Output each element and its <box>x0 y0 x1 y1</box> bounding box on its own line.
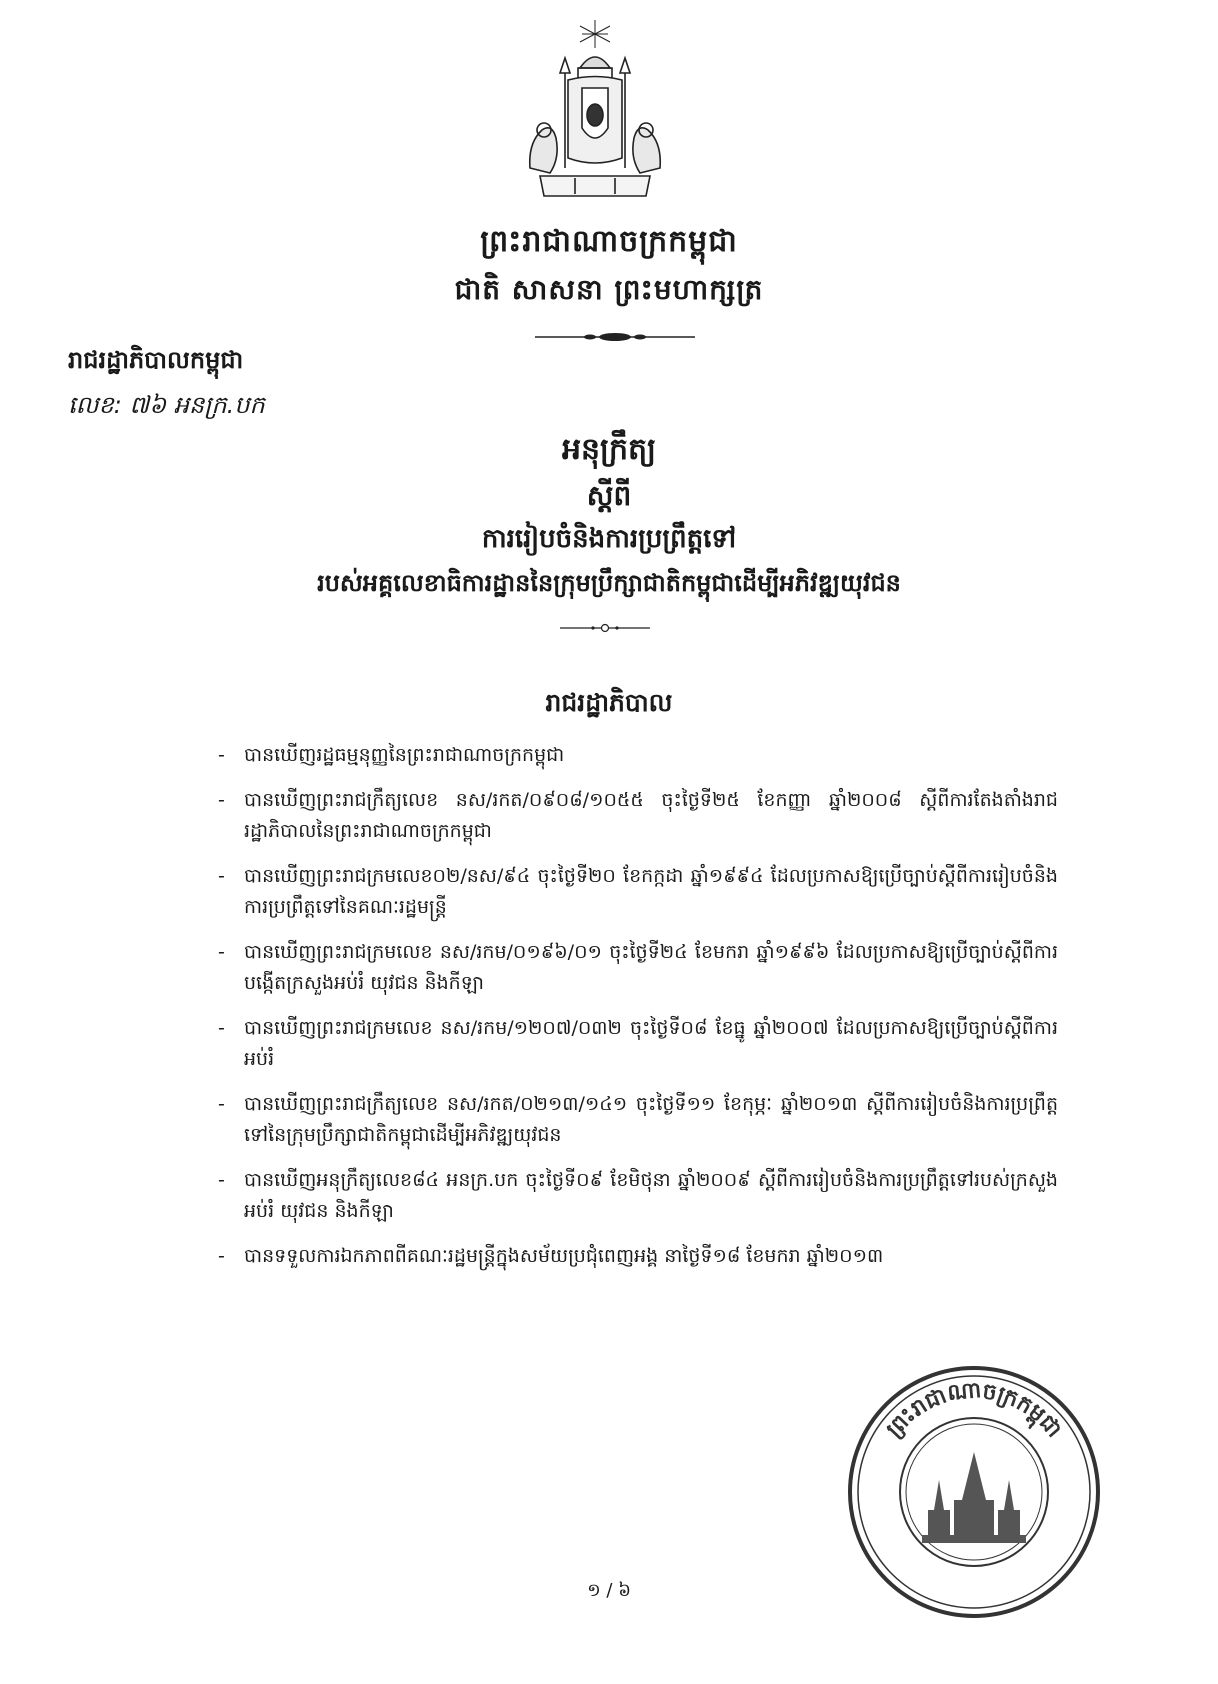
list-item: - បានឃើញអនុក្រឹត្យលេខ៨៤ អនក្រ.បក ចុះថ្ងៃទី០៩ ខែមិថុនា ឆ្នាំ២០០៩ ស្តីពីការរៀបចំនិងការប្រព្រឹត្តទៅរបស់ក្រសួងអប់រំ យុវជន និងកីឡា <box>218 1169 1058 1222</box>
national-motto-nation-religion-king: ជាតិ សាសនា ព្រះមហាក្សត្រ <box>454 273 764 306</box>
section-heading-government: រាជរដ្ឋាភិបាល <box>545 688 673 717</box>
title-subject-body: របស់អគ្គលេខាធិការដ្ឋាននៃក្រុមប្រឹក្សាជាតិកម្ពុជាដើម្បីអភិវឌ្ឍយុវជន <box>317 569 901 597</box>
reference-text: បានឃើញព្រះរាជក្រឹត្យលេខ នស/រកត/០៩០៨/១០៥៥ ចុះថ្ងៃទី២៥ ខែកញ្ញា ឆ្នាំ២០០៨ ស្តីពីការតែងតាំងរាជរដ្ឋាភិបាលនៃព្រះរាជាណាចក្រកម្ពុជា <box>244 789 1058 842</box>
title-subject: ការរៀបចំនិងការប្រព្រឹត្តទៅ <box>481 524 737 554</box>
national-motto-kingdom: ព្រះរាជាណាចក្រកម្ពុជា <box>480 224 738 259</box>
divider-ornament-icon <box>560 622 650 634</box>
divider-ornament-icon <box>535 330 695 344</box>
list-item: - បានទទួលការឯកភាពពីគណៈរដ្ឋមន្ត្រីក្នុងសម័យប្រជុំពេញអង្គ នាថ្ងៃទី១៨ ខែមករា ឆ្នាំ២០១៣ <box>218 1245 884 1267</box>
list-item: - បានឃើញព្រះរាជក្រមលេខ នស/រកម/១២០៧/០៣២ ចុះថ្ងៃទី០៨ ខែធ្នូ ឆ្នាំ២០០៧ ដែលប្រកាសឱ្យប្រើច្បាប់ស្តីពីការអប់រំ <box>218 1017 1058 1070</box>
reference-text: បានឃើញព្រះរាជក្រឹត្យលេខ នស/រកត/០២១៣/១៤១ ចុះថ្ងៃទី១១ ខែកុម្ភៈ ឆ្នាំ២០១៣ ស្តីពីការរៀបចំនិងការប្រព្រឹត្តទៅនៃក្រុមប្រឹក្សាជាតិកម្ពុជាដើម្បីអភិវឌ្ឍយុវជន <box>244 1093 1058 1146</box>
reference-text: បានឃើញព្រះរាជក្រមលេខ០២/នស/៩៤ ចុះថ្ងៃទី២០ ខែកក្កដា ឆ្នាំ១៩៩៤ ដែលប្រកាសឱ្យប្រើច្បាប់ស្តីពីការរៀបចំនិងការប្រព្រឹត្តទៅនៃគណៈរដ្ឋមន្ត្រី <box>244 865 1058 918</box>
page-number: ១ / ៦ <box>587 1580 631 1601</box>
issuing-authority: រាជរដ្ឋាភិបាលកម្ពុជា <box>68 346 244 374</box>
list-item: - បានឃើញព្រះរាជក្រឹត្យលេខ នស/រកត/០២១៣/១៤១ ចុះថ្ងៃទី១១ ខែកុម្ភៈ ឆ្នាំ២០១៣ ស្តីពីការរៀបចំនិងការប្រព្រឹត្តទៅនៃក្រុមប្រឹក្សាជាតិកម្ពុជាដើម្បីអភិវឌ្ឍយុវជន <box>218 1093 1058 1146</box>
list-item: - បានឃើញព្រះរាជក្រឹត្យលេខ នស/រកត/០៩០៨/១០៥៥ ចុះថ្ងៃទី២៥ ខែកញ្ញា ឆ្នាំ២០០៨ ស្តីពីការតែងតាំងរាជរដ្ឋាភិបាលនៃព្រះរាជាណាចក្រកម្ពុជា <box>218 789 1058 842</box>
reference-text: បានទទួលការឯកភាពពីគណៈរដ្ឋមន្ត្រីក្នុងសម័យប្រជុំពេញអង្គ នាថ្ងៃទី១៨ ខែមករា ឆ្នាំ២០១៣ <box>244 1245 884 1267</box>
royal-coat-of-arms-icon <box>520 18 670 208</box>
title-about: ស្តីពី <box>586 479 632 512</box>
list-item: - បានឃើញព្រះរាជក្រមលេខ នស/រកម/០១៩៦/០១ ចុះថ្ងៃទី២៤ ខែមករា ឆ្នាំ១៩៩៦ ដែលប្រកាសឱ្យប្រើច្បាប់ស្តីពីការបង្កើតក្រសួងអប់រំ យុវជន និងកីឡា <box>218 941 1058 994</box>
reference-text: បានឃើញរដ្ឋធម្មនុញ្ញនៃព្រះរាជាណាចក្រកម្ពុជា <box>244 744 565 766</box>
document-number: លេខ: ៧៦ អនក្រ.បក <box>68 391 265 419</box>
reference-text: បានឃើញព្រះរាជក្រមលេខ នស/រកម/១២០៧/០៣២ ចុះថ្ងៃទី០៨ ខែធ្នូ ឆ្នាំ២០០៧ ដែលប្រកាសឱ្យប្រើច្បាប់ស្តីពីការអប់រំ <box>244 1017 1058 1070</box>
reference-text: បានឃើញអនុក្រឹត្យលេខ៨៤ អនក្រ.បក ចុះថ្ងៃទី០៩ ខែមិថុនា ឆ្នាំ២០០៩ ស្តីពីការរៀបចំនិងការប្រព្រឹត្តទៅរបស់ក្រសួងអប់រំ យុវជន និងកីឡា <box>244 1169 1058 1222</box>
document-type: អនុក្រឹត្យ <box>561 432 657 467</box>
seal-text: ព្រះរាជាណាចក្រកម្ពុជា <box>881 1377 1067 1443</box>
reference-text: បានឃើញព្រះរាជក្រមលេខ នស/រកម/០១៩៦/០១ ចុះថ្ងៃទី២៤ ខែមករា ឆ្នាំ១៩៩៦ ដែលប្រកាសឱ្យប្រើច្បាប់ស្តីពីការបង្កើតក្រសួងអប់រំ យុវជន និងកីឡា <box>244 941 1058 994</box>
list-item: - បានឃើញព្រះរាជក្រមលេខ០២/នស/៩៤ ចុះថ្ងៃទី២០ ខែកក្កដា ឆ្នាំ១៩៩៤ ដែលប្រកាសឱ្យប្រើច្បាប់ស្តីពីការរៀបចំនិងការប្រព្រឹត្តទៅនៃគណៈរដ្ឋមន្ត្រី <box>218 865 1058 918</box>
legal-references-list <box>218 740 1058 1286</box>
list-item: - បានឃើញរដ្ឋធម្មនុញ្ញនៃព្រះរាជាណាចក្រកម្ពុជា <box>218 744 565 766</box>
